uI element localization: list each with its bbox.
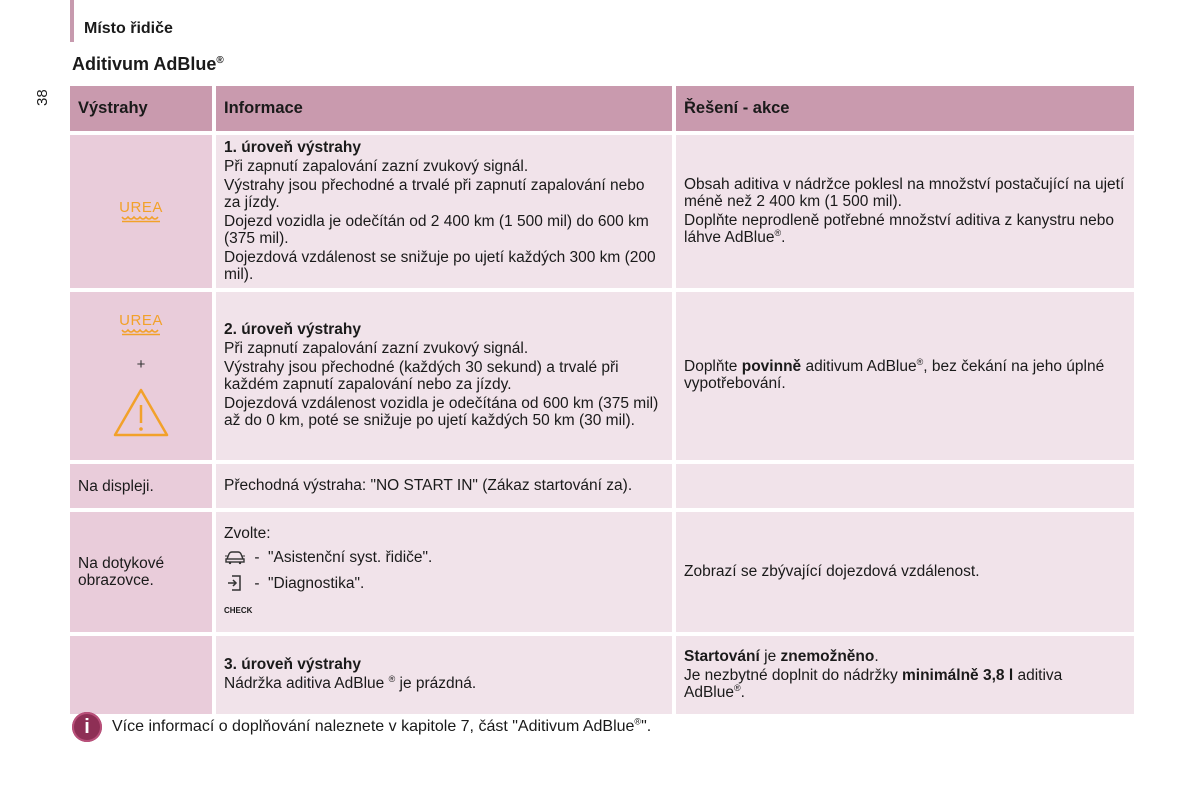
- row5-action-text: je: [759, 647, 781, 665]
- note-text: [112, 718, 651, 736]
- row3-info: Přechodná výstraha: "NO START IN" (Zákaz startování za).: [224, 476, 633, 494]
- row2-info-line: Dojezdová vzdálenost vozidla je odečítána od 600 km (375 mil) až do 0 km, poté se snižuje po ujetí každých 50 km (30 mil).: [224, 395, 659, 429]
- warning-triangle-icon: [112, 387, 170, 439]
- row2-info-cell: [216, 292, 672, 460]
- row5-info-text: je prázdná.: [395, 675, 477, 692]
- row2-warning-cell: [70, 292, 212, 460]
- row1-info-cell: [216, 135, 672, 288]
- row5-action-text: Je nezbytné doplnit do nádržky: [684, 666, 902, 684]
- row4-label: Na dotykové obrazovce.: [78, 555, 165, 589]
- row5-action-bold: Startování: [684, 647, 760, 665]
- urea-warning-icon: [119, 313, 163, 336]
- row3-label: Na displeji.: [78, 477, 154, 495]
- urea-icon-label: UREA: [119, 199, 163, 216]
- liquid-wave-icon: [121, 328, 161, 336]
- section-title: Místo řidiče: [84, 20, 173, 37]
- registered-mark: ®: [634, 716, 642, 727]
- note-text-main: Více informací o doplňování naleznete v kapitole 7, část "Aditivum AdBlue: [112, 718, 635, 735]
- registered-mark: ®: [216, 55, 224, 66]
- row2-action-cell: [676, 292, 1134, 460]
- row1-action-text: Doplňte neprodleně potřebné množství aditiva z kanystru nebo láhve AdBlue: [684, 211, 1114, 246]
- row5-action-cell: [676, 636, 1134, 714]
- row5-action-text: .: [740, 683, 745, 701]
- column-header-information: Informace: [216, 86, 672, 131]
- option-label: "Diagnostika".: [268, 574, 365, 592]
- registered-mark: ®: [733, 682, 741, 693]
- urea-warning-icon: [119, 200, 163, 223]
- row5-action-bold: minimálně 3,8 l: [902, 666, 1014, 684]
- row1-action-end: .: [781, 228, 786, 246]
- registered-mark: ®: [774, 227, 782, 238]
- registered-mark: ®: [916, 356, 924, 367]
- option-diagnostics: [224, 574, 664, 592]
- plus-sign: +: [136, 356, 146, 373]
- row4-action-cell: [676, 512, 1134, 632]
- car-assist-icon: [224, 548, 246, 566]
- option-driving-assist: [224, 548, 664, 566]
- row1-level: 1. úroveň výstrahy: [224, 138, 361, 156]
- row5-action-line: [684, 667, 1126, 701]
- option-dash: -: [254, 574, 260, 592]
- row2-info-line: Výstrahy jsou přechodné (každých 30 sekund) a trvalé při každém zapnutí zapalování nebo za jízdy.: [224, 359, 619, 393]
- page-number: 38: [34, 89, 51, 106]
- column-header-action: Řešení - akce: [676, 86, 1134, 131]
- row5-action-text: .: [874, 647, 879, 665]
- note-text-end: ".: [641, 718, 652, 735]
- option-dash: -: [254, 548, 260, 566]
- row5-level: 3. úroveň výstrahy: [224, 656, 361, 673]
- row5-warning-cell: [70, 636, 212, 714]
- row3-label-cell: [70, 464, 212, 508]
- row2-action-line: [684, 358, 1126, 392]
- row5-action-text: aditiva AdBlue: [684, 666, 1063, 701]
- info-note: [72, 712, 651, 742]
- urea-icon-label: UREA: [119, 312, 163, 329]
- section-bar: [70, 0, 74, 42]
- page-heading: [72, 54, 224, 75]
- heading-text: Aditivum AdBlue: [72, 54, 217, 74]
- row2-level: 2. úroveň výstrahy: [224, 321, 361, 338]
- row2-action-text: Doplňte: [684, 358, 742, 375]
- row2-action-text: , bez čekání na jeho úplné vypotřebování.: [684, 358, 1105, 392]
- row3-action-cell: [676, 464, 1134, 508]
- row4-intro: Zvolte:: [224, 525, 271, 542]
- row4-action: Zobrazí se zbývající dojezdová vzdálenost.: [684, 562, 980, 580]
- row1-info-line: Při zapnutí zapalování zazní zvukový signál.: [224, 157, 529, 175]
- row1-warning-cell: [70, 135, 212, 288]
- row1-info-line: Výstrahy jsou přechodné a trvalé při zapnutí zapalování nebo za jízdy.: [224, 176, 645, 211]
- row5-info-text: Nádržka aditiva AdBlue: [224, 675, 389, 692]
- row5-info-cell: [216, 636, 672, 714]
- row2-info-line: Při zapnutí zapalování zazní zvukový signál.: [224, 340, 529, 357]
- warnings-table: [70, 86, 1130, 714]
- row5-action-bold: znemožněno: [780, 647, 875, 665]
- row5-info: [224, 675, 664, 692]
- option-label: "Asistenční syst. řidiče".: [268, 548, 433, 566]
- row2-action-bold: povinně: [741, 358, 802, 375]
- column-header-warnings: Výstrahy: [70, 86, 212, 131]
- row1-info-line: Dojezdová vzdálenost se snižuje po ujetí každých 300 km (200 mil).: [224, 248, 656, 283]
- registered-mark: ®: [388, 673, 396, 684]
- diagnostics-icon: [224, 574, 246, 592]
- row3-info-cell: [216, 464, 672, 508]
- liquid-wave-icon: [121, 215, 161, 223]
- row4-label-cell: [70, 512, 212, 632]
- row1-action-line: [684, 212, 1126, 246]
- info-icon: i: [72, 712, 102, 742]
- row1-action-line: Obsah aditiva v nádržce poklesl na množství postačující na ujetí méně než 2 400 km (1 500 mil).: [684, 175, 1125, 210]
- row2-action-text: aditivum AdBlue: [801, 358, 917, 375]
- row1-info-line: Dojezd vozidla je odečítán od 2 400 km (1 500 mil) do 600 km (375 mil).: [224, 212, 649, 247]
- row1-action-cell: [676, 135, 1134, 288]
- row4-info-cell: [216, 512, 672, 632]
- check-label: CHECK: [224, 606, 253, 615]
- row5-action-line: [684, 648, 1126, 665]
